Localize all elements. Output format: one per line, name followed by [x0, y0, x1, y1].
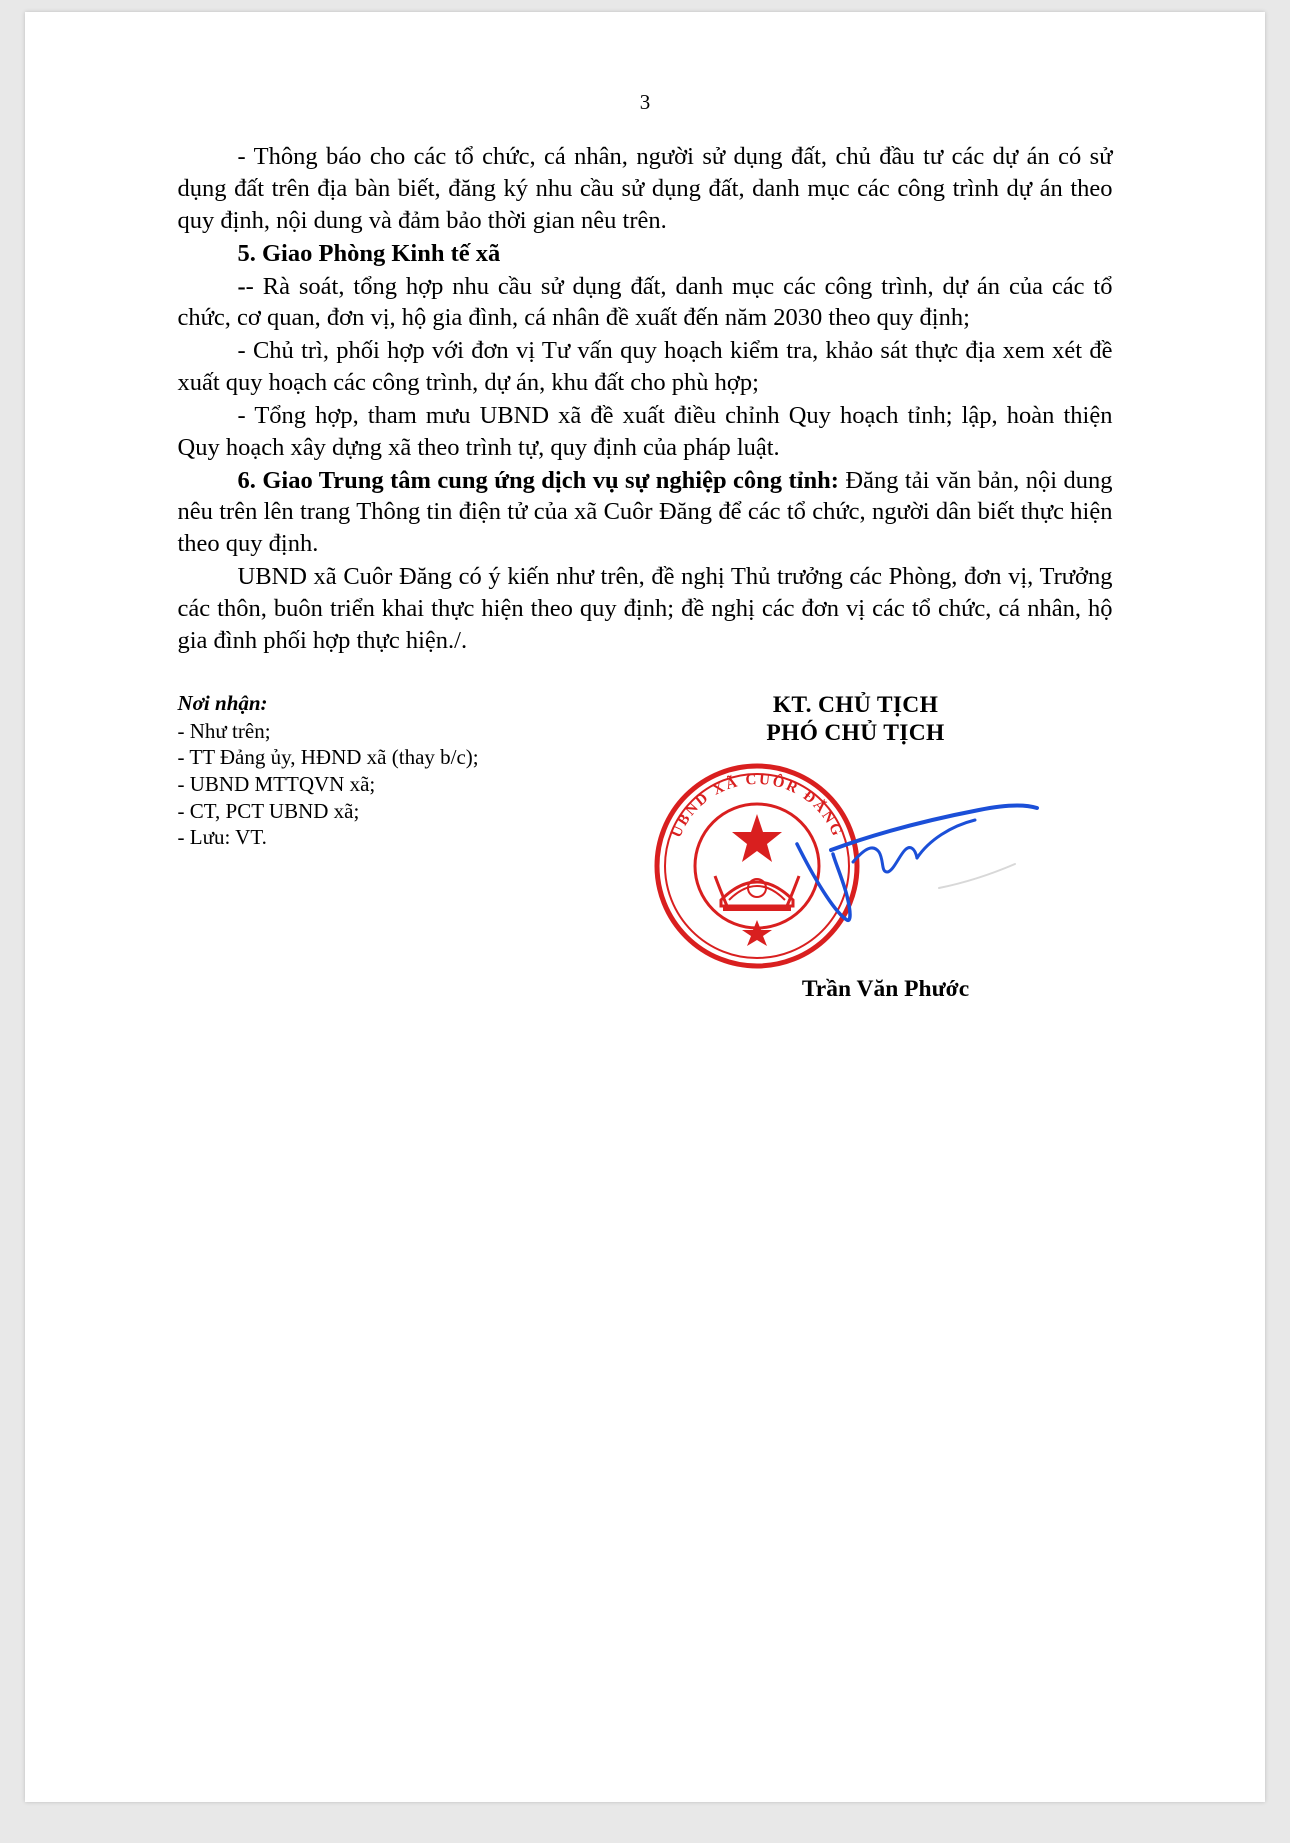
- document-body: [178, 115, 1113, 1011]
- paragraph-review-land-needs: [178, 271, 1113, 335]
- official-seal-icon: [651, 760, 863, 972]
- recipients-title: Nơi nhận:: [177, 690, 268, 715]
- recipient-item: - UBND MTTQVN xã;: [177, 771, 376, 796]
- page-number: 3: [639, 90, 651, 114]
- signer-role-line-2: PHÓ CHỦ TỊCH: [766, 720, 945, 747]
- section-heading-5: 5. Giao Phòng Kinh tế xã: [237, 239, 501, 267]
- recipient-item: - Như trên;: [177, 718, 271, 743]
- section-heading-6: 6. Giao Trung tâm cung ứng dịch vụ sự nghiệp công tỉnh:: [237, 466, 839, 494]
- paragraph-notify-organizations: - Thông báo cho các tổ chức, cá nhân, người sử dụng đất, chủ đầu tư các dự án có sử dụng đất trên địa bàn biết, đăng ký nhu cầu sử dụng đất, danh mục các công trình dự án theo quy định, nội dung và đảm bảo thời gian nêu trên.: [177, 143, 1113, 234]
- recipient-item: - CT, PCT UBND xã;: [177, 798, 360, 823]
- signer-area: [621, 691, 1091, 1003]
- signer-role-line-1: KT. CHỦ TỊCH: [772, 691, 939, 718]
- paragraph-coordinate-survey: - Chủ trì, phối hợp với đơn vị Tư vấn quy hoạch kiểm tra, khảo sát thực địa xem xét đề xuất quy hoạch các công trình, dự án, khu đất cho phù hợp;: [177, 337, 1113, 397]
- svg-text:UBND XÃ CUÔR ĐĂNG: UBND XÃ CUÔR ĐĂNG: [668, 771, 845, 841]
- section-6-text: Đăng tải văn bản, nội dung nêu trên lên trang Thông tin điện tử của xã Cuôr Đăng để các tổ chức, người dân biết thực hiện theo quy định.: [177, 466, 1113, 558]
- paragraph-adjust-planning: - Tổng hợp, tham mưu UBND xã đề xuất điều chỉnh Quy hoạch tỉnh; lập, hoàn thiện Quy hoạch xây dựng xã theo trình tự, quy định của pháp luật.: [177, 401, 1113, 461]
- signature-block: [178, 691, 1113, 1011]
- paragraph-review-land-needs-text: - Rà soát, tổng hợp nhu cầu sử dụng đất, danh mục các công trình, dự án của các tổ chức, cơ quan, đơn vị, hộ gia đình, cá nhân đề xuất đến năm 2030 theo quy định;: [177, 272, 1113, 332]
- stamp-and-signature: [621, 754, 1091, 964]
- recipient-item: - TT Đảng ủy, HĐND xã (thay b/c);: [177, 745, 479, 770]
- paragraph-closing: UBND xã Cuôr Đăng có ý kiến như trên, đề nghị Thủ trưởng các Phòng, đơn vị, Trưởng các thôn, buôn triển khai thực hiện theo quy định; đề nghị các đơn vị các tổ chức, cá nhân, hộ gia đình phối hợp thực hiện./.: [177, 563, 1113, 654]
- recipient-item: - Lưu: VT.: [177, 825, 267, 850]
- paragraph-section-6: [178, 465, 1113, 561]
- document-page: [25, 12, 1265, 1802]
- recipients-list: [178, 691, 608, 851]
- paragraph-leading-dash: -: [237, 272, 246, 300]
- signer-name: Trần Văn Phước: [801, 975, 970, 1002]
